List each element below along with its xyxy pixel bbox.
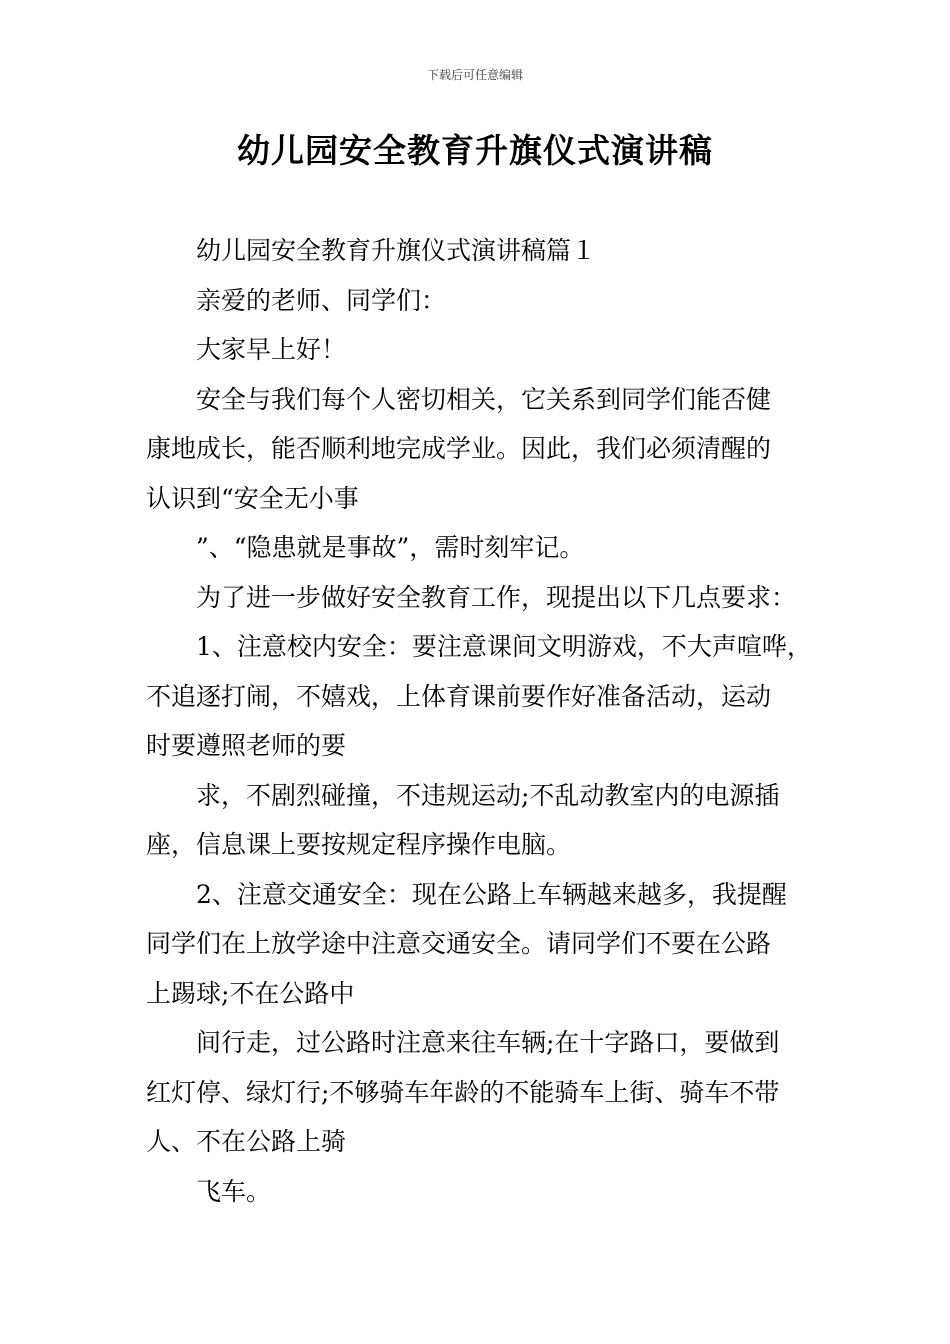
header-note: 下载后可任意编辑 — [426, 68, 523, 82]
paragraph — [146, 226, 824, 276]
text-line: 人、不在公路上骑 — [146, 1127, 347, 1156]
paragraph — [146, 870, 824, 1019]
text-line: 红灯停、绿灯行;不够骑车年龄的不能骑车上街、骑车不带 — [146, 1077, 780, 1107]
text-line: 为了进一步做好安全教育工作，现提出以下几点要求： — [196, 582, 797, 612]
text-line: 认识到“安全无小事 — [146, 483, 359, 513]
paragraph — [146, 573, 824, 623]
paragraph — [146, 1167, 824, 1217]
paragraph — [146, 375, 824, 524]
text-line: 1、注意校内安全：要注意课间文明游戏，不大声喧哗， — [196, 632, 812, 661]
paragraph — [146, 523, 824, 573]
document-body — [146, 226, 824, 1216]
text-line: 座，信息课上要按规定程序操作电脑。 — [146, 830, 572, 859]
text-line: 幼儿园安全教育升旗仪式演讲稿篇１ — [196, 236, 597, 265]
text-line: 求，不剧烈碰撞，不违规运动;不乱动教室内的电源插 — [196, 780, 780, 810]
text-line: ”、“隐患就是事故”，需时刻牢记。 — [196, 533, 585, 562]
paragraph — [146, 771, 824, 870]
text-line: 间行走，过公路时注意来往车辆;在十字路口，要做到 — [196, 1028, 780, 1057]
paragraph — [146, 276, 824, 326]
paragraph — [146, 325, 824, 375]
text-line: 上踢球;不在公路中 — [146, 978, 355, 1008]
text-line: 飞车。 — [196, 1176, 272, 1206]
text-line: 不追逐打闹，不嬉戏，上体育课前要作好准备活动，运动 — [146, 681, 772, 711]
text-line: 康地成长，能否顺利地完成学业。因此，我们必须清醒的 — [146, 434, 772, 463]
text-line: 安全与我们每个人密切相关，它关系到同学们能否健 — [196, 384, 772, 414]
document-title: 幼儿园安全教育升旗仪式演讲稿 — [237, 131, 713, 170]
paragraph — [146, 622, 824, 771]
text-line: 亲爱的老师、同学们： — [196, 285, 447, 315]
text-line: 大家早上好！ — [196, 335, 347, 364]
text-line: 2、注意交通安全：现在公路上车辆越来越多，我提醒 — [196, 879, 787, 909]
text-line: 同学们在上放学途中注意交通安全。请同学们不要在公路 — [146, 929, 772, 958]
text-line: 时要遵照老师的要 — [146, 731, 347, 760]
paragraph — [146, 1018, 824, 1167]
